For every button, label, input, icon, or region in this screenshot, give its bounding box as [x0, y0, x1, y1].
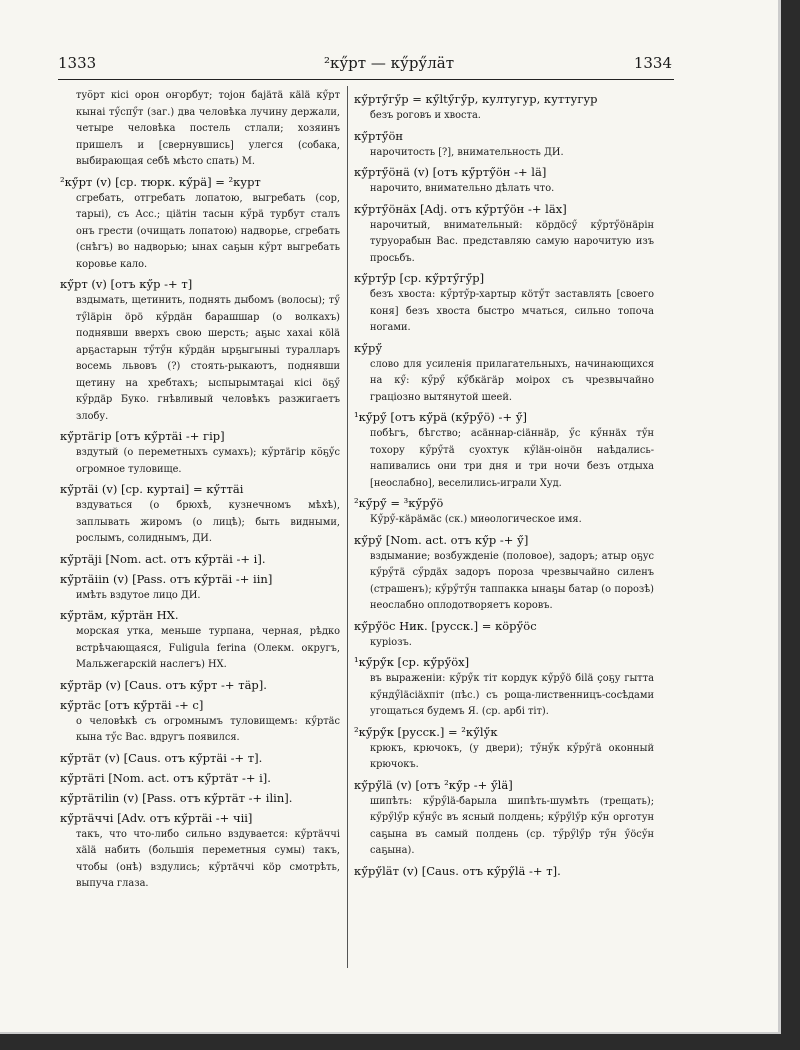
entry-definition: безъ роговъ и хвоста.	[370, 110, 481, 121]
entry-definition: вздымать, щетинить, поднять дыбомъ (волосы); тӳ тӳläрін öрö кӳрдäн барашшар (о волкахъ) поднявши вверхъ свою шерсть; аҕыс хахаі кölä арҕастарын тӳтӳн кӳрдäн ырҕыгыныі туралларъ восемь львовъ (?) стоять-рыкаютъ, поднявши щетину на хребтахъ; ыспырымтаҕаі кісі öҕӳ кӳрдäр Буко. гнѣвливый человѣкъ разжигаетъ злобу.	[76, 295, 340, 422]
entry-definition: нарочитость [?], внимательность ДИ.	[370, 146, 564, 158]
entry-headword: кӳрӳ	[354, 340, 383, 355]
entry-definition: морская утка, меньше турпана, черная, рѣдко встрѣчающаяся, Fuligula ferina (Олекм. округъ, Мальжегарскій наслегъ) НХ.	[76, 626, 340, 670]
entry-definition: побѣгъ, бѣгство; асäннар-сіäннäр, ӳс кӳннäх тӳн тохору кӳрӳтä суохтук кӳläн-оінöн наѣдались-напивались они три дня и три ночи безъ отдыха [неослабно], веселились-играли Худ.	[370, 428, 654, 489]
entry-headword: кӳртӳр [ср. кӳртӳгӳр]	[354, 271, 485, 285]
entry-headword: кӳрӳ [Nom. act. отъ кӳр -+ ӳ]	[354, 532, 529, 547]
entry-definition: крюкъ, крючокъ, (у двери); тӳнӳк кӳрӳгä оконный крючокъ.	[370, 742, 654, 770]
entry-headword: кӳртäгір [отъ кӳртäі -+ гір]	[60, 429, 225, 443]
entry-definition: вздутый (о переметныхъ сумахъ); кӳртäгір кӧҕӳс огромное туловище.	[76, 447, 340, 475]
entry-definition: нарочитый, внимательный: кöрдöсӳ кӳртӳöнäрін туруорабын Вас. представляю самую нарочитую изъ просьбъ.	[370, 219, 654, 264]
entry-headword: ²кӳрӳ = ³кӳрӳö	[354, 496, 444, 510]
entry-definition: такъ, что что-либо сильно вздувается: кӳртäччі хälä набить (большія переметныя сумы) такъ, чтобы (онѣ) вздулись; кӳртäччі кöр смотрѣть, выпуча глаза.	[76, 828, 340, 889]
header-rule	[58, 79, 674, 80]
entry-headword: кӳртäм, кӳртäн НХ.	[60, 608, 179, 622]
left-column	[60, 88, 340, 893]
entry-definition: имѣть вздутое лицо ДИ.	[76, 589, 201, 601]
entry-definition: нарочито, внимательно дѣлать что.	[370, 183, 555, 194]
entry-definition: куріозъ.	[370, 636, 412, 648]
entry-headword: ²кӳрт (v) [ср. тюрк. кӳрä] = ²курт	[60, 174, 261, 189]
entry-definition: вздымание; возбужденіе (половое), задоръ; атыр оҕус кӳрӳтä сӳрдäх задоръ пороза чрезвычайно силенъ (страшенъ); кӳрӳтӳн таппакка ынаҕы батар (о порозѣ) неослабно оплодотворяетъ коровъ.	[370, 550, 654, 611]
right-column	[354, 88, 654, 880]
entry-headword: кӳрӳlä (v) [отъ ²кӳр -+ ӳlä]	[354, 777, 513, 792]
entry-headword: ¹кӳрӳк [ср. кӳрӳöх]	[354, 655, 470, 669]
entry-definition: шипѣть: кӳрӳlä-барыла шипѣть-шумѣть (трещать); кӳрӳlӳр кӳнӳс въ ясный полдень; кӳрӳlӳр кӳн орготун саҕына въ самый полдень (ср. тӳрӳlӳр тӳн ӳöсӳн саҕына).	[370, 795, 654, 856]
entry-headword: ²кӳрӳк [русск.] = ²кӳlӳк	[354, 724, 498, 739]
right-page-number: 1334	[633, 54, 672, 72]
entry-headword: кӳртӳöнä (v) [отъ кӳртӳöн -+ lä]	[354, 165, 547, 179]
entry-definition: сгребать, отгребать лопатою, выгребать (сор, тарыі), съ Асс.; ціäтін тасын кӳрä турбут сталъ онъ грести (очищать лопатою) надворье, сгребать (снѣгъ) во надворью; ынах саҕын кӳрт выгребать коровье кало.	[76, 192, 340, 270]
entry-definition: безъ хвоста: кӳртӳр-хартыр кöтӳт заставлять [своего коня] безъ хвоста быстро мчаться, сильно топоча ногами.	[370, 289, 654, 333]
entry-definition: въ выраженіи: кӳрӳк тіт кордук кӳрӳö біlä ҫоҕу гытта кӳндӳläсіäхпіт (пѣс.) съ роща-лиственницъ-сосѣдами угощаться будемъ Я. (ср. арбі тіт).	[370, 673, 654, 717]
running-head: ²кӳрт — кӳрӳлӓт	[323, 54, 455, 72]
entry-headword: кӳрӳlӓт (v) [Caus. отъ кӳрӳlä -+ т].	[354, 863, 561, 878]
entry-definition: слово для усиленія прилагательныхъ, начинающихся на кӳ: кӳрӳ кӳбкäгäр моіроx съ чрезвычайно граціозно вытянутой шеей.	[370, 358, 654, 403]
entry-headword: кӳртäті [Nom. act. отъ кӳртäт -+ і].	[60, 770, 271, 785]
entry-headword: кӳртäііn (v) [Pass. отъ кӳртäі -+ ііn]	[60, 571, 273, 586]
entry-headword: кӳртäр (v) [Caus. отъ кӳрт -+ тäр].	[60, 677, 267, 692]
left-page-number: 1333	[58, 54, 97, 72]
entry-headword: кӳртäччі [Adv. отъ кӳртäі -+ чіі]	[60, 810, 253, 825]
entry-headword: кӳрт (v) [отъ кӳр -+ т]	[60, 277, 193, 291]
entry-headword: кӳртäjі [Nom. act. отъ кӳртäі -+ і].	[60, 551, 266, 566]
entry-definition: туӧрт кісі орон оҥорбут; тојон баjäтä кälä кӳрт кынаі тӳспӳт (заг.) два человѣка лучину держали, четыре человѣка постель стлали; хозяинъ пришелъ и [свернувшись] улегся (собака, выбирающая себѣ мѣсто спать) М.	[76, 90, 340, 167]
entry-headword: кӳртäі (v) [ср. куртаі] = кӳттäі	[60, 482, 244, 496]
entry-headword: кӳртäт (v) [Caus. отъ кӳртäі -+ т].	[60, 750, 263, 765]
entry-headword: кӳртӳöнäх [Adj. отъ кӳртӳöн -+ läх]	[354, 201, 567, 216]
entry-headword: кӳртӳгӳр = кӳltӳгӳр, култугур, куттугур	[354, 92, 598, 106]
entry-definition: о человѣкѣ съ огромнымъ туловищемъ: кӳртäс кына тӳс Вас. вдругъ появился.	[76, 715, 340, 743]
entry-definition: вздуваться (о брюхѣ, кузнечномъ мѣхѣ), заплывать жиромъ (о лицѣ); быть видными, рослымъ, солиднымъ, ДИ.	[76, 500, 340, 544]
entry-headword: кӳрӳöс Ник. [русск.] = кöрӳöс	[354, 618, 537, 633]
entry-headword: кӳртäс [отъ кӳртäі -+ с]	[60, 697, 204, 712]
column-divider	[347, 86, 348, 968]
entry-headword: ¹кӳрӳ [отъ кӳрä (кӳрӳö) -+ ӳ]	[354, 410, 527, 424]
entry-headword: кӳртӳöн	[354, 128, 404, 143]
entry-headword: кӳртäтіlіn (v) [Pass. отъ кӳртäт -+ ilin].	[60, 790, 293, 805]
entry-definition: Кӳрӳ-кäрäмäс (ск.) миѳологическое имя.	[370, 514, 582, 525]
